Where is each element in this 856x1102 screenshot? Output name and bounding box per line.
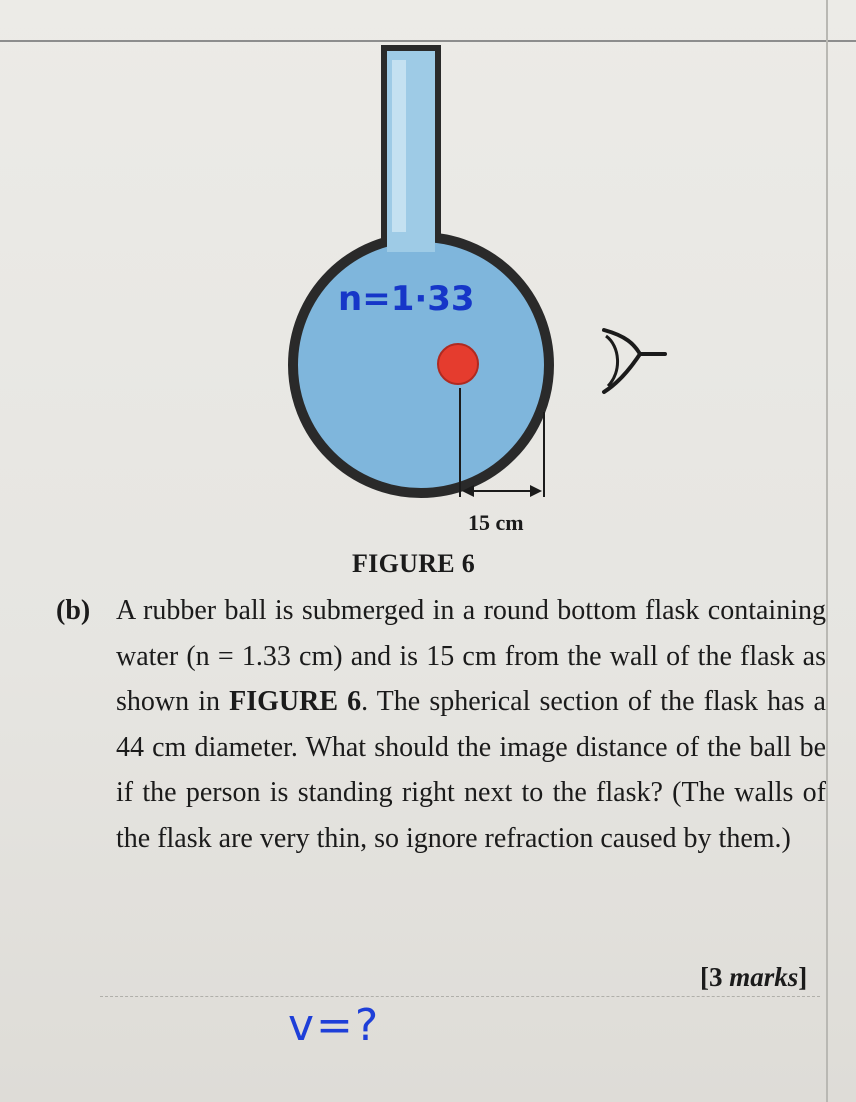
figure-caption: FIGURE 6 <box>352 549 476 578</box>
flask-bulb <box>293 237 549 493</box>
question-b <box>56 588 826 861</box>
question-label: (b) <box>56 595 91 626</box>
rubber-ball <box>438 344 478 384</box>
question-text <box>116 588 826 861</box>
dimension-label: 15 cm <box>468 510 524 535</box>
marks-open: [3 <box>700 962 730 992</box>
question-text-part2: . The spherical section of the flask has a 44 cm diameter. What should the image distance of the ball be if the person is standing right next to the flask? (The walls of the flask are very thin, so ignore refraction caused by them.) <box>116 686 826 854</box>
question-text-part1: A rubber ball is submerged in a round bottom flask containing water (n = 1.33 cm) and is 15 cm from the wall of the flask as shown in <box>116 595 826 717</box>
marks-indicator <box>700 962 807 993</box>
refractive-index-handwritten: n=1·33 <box>338 279 475 319</box>
marks-word: marks <box>729 962 799 992</box>
marks-close: ] <box>798 962 808 992</box>
arrow-head-right <box>530 485 542 497</box>
figure-reference: FIGURE 6 <box>229 686 362 717</box>
neck-join <box>387 232 435 252</box>
handwritten-answer: v=? <box>288 1000 381 1051</box>
answer-divider <box>100 996 820 997</box>
eye-icon <box>604 330 665 392</box>
neck-highlight <box>392 60 406 240</box>
